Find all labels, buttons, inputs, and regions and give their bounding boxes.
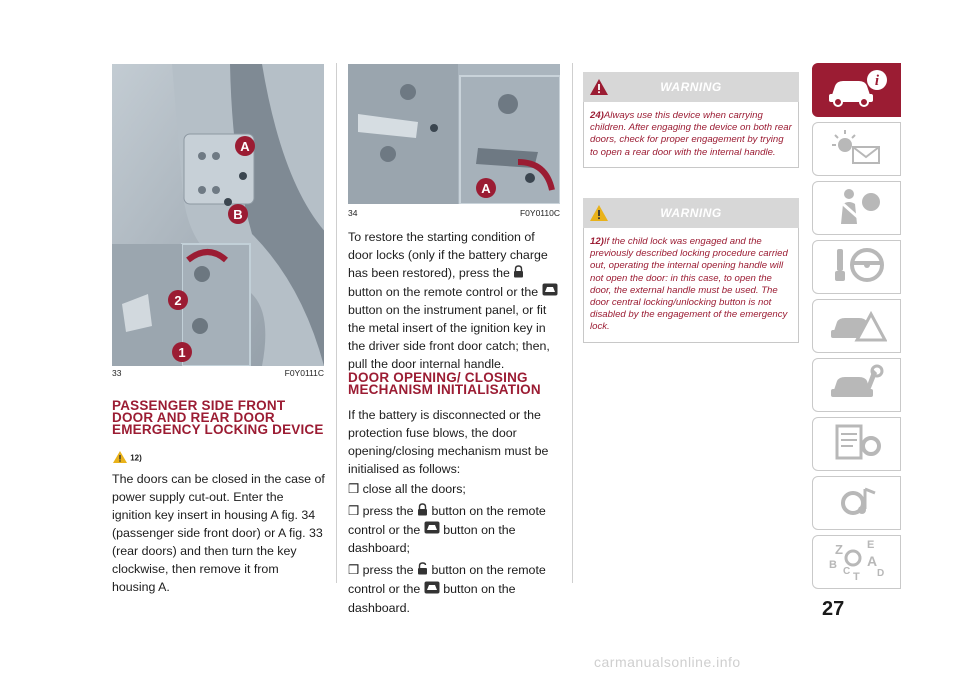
- sidebar-tab-maintenance[interactable]: [812, 358, 901, 412]
- figure-34-caption: [348, 208, 560, 218]
- warning-text: [583, 228, 799, 343]
- warning-ref: 12): [590, 236, 604, 247]
- sidebar-tab-starting[interactable]: [812, 240, 901, 294]
- figure-33-callout-1: 1: [178, 345, 186, 360]
- init-step-3-text-a: press the: [362, 563, 414, 578]
- warning-triangle-icon: [112, 450, 128, 466]
- sidebar-tab-index[interactable]: [812, 535, 901, 589]
- danger-triangle-icon: [589, 78, 609, 99]
- multimedia-icon: [827, 481, 887, 526]
- sidebar-tab-warning-lights[interactable]: [812, 122, 901, 176]
- svg-text:i: i: [874, 72, 879, 89]
- figure-33-image: [112, 64, 324, 366]
- index-letter-a: A: [866, 552, 877, 569]
- init-step-3-text-c: button on the dashboard.: [348, 582, 516, 615]
- emergency-icon: [827, 304, 887, 349]
- restore-text-b: button on the remote control or the: [348, 284, 539, 299]
- column-divider-1: [336, 63, 337, 583]
- init-list: [348, 480, 562, 617]
- sidebar-tab-car-info[interactable]: [812, 63, 901, 117]
- warning-header: [583, 72, 799, 102]
- lock-icon: [513, 265, 524, 283]
- init-step-2-text-b: button on the remote control or the: [348, 504, 546, 537]
- warning-ref: 24): [590, 110, 604, 121]
- warning-ref-12: 12): [130, 453, 142, 463]
- central-locking-icon: [424, 521, 440, 539]
- section-heading-emergency-locking: PASSENGER SIDE FRONT DOOR AND REAR DOOR EMERGENCY LOCKING DEVICE: [112, 398, 324, 437]
- checkbox-icon: ❒: [348, 482, 360, 496]
- sidebar-tab-technical-data[interactable]: [812, 417, 901, 471]
- sidebar-tab-safety[interactable]: [812, 181, 901, 235]
- central-locking-icon: [542, 283, 558, 301]
- index-letter-b: B: [828, 558, 837, 571]
- warning-body-text: Always use this device when carrying children. After engaging the device on both rear doors, check for proper engagement by trying to open a rear door with the internal handle.: [590, 110, 792, 158]
- maintenance-icon: [827, 363, 887, 408]
- init-list-item-2: [348, 502, 562, 557]
- index-letter-c: C: [842, 565, 850, 577]
- figure-34-image: [348, 64, 560, 204]
- unlock-icon: [417, 562, 428, 580]
- init-step-2-text-c: button on the dashboard;: [348, 522, 516, 556]
- figure-33-callout-b: B: [233, 207, 243, 222]
- figure-33-caption: [112, 368, 324, 378]
- lock-icon: [417, 503, 428, 521]
- sidebar-tab-multimedia[interactable]: [812, 476, 901, 530]
- index-icon: [825, 538, 889, 587]
- key-steering-icon: [827, 245, 887, 290]
- column-divider-2: [572, 63, 573, 583]
- init-list-item-1: [348, 480, 562, 498]
- warning-box-24: [583, 72, 799, 168]
- page-number: 27: [822, 598, 845, 620]
- emergency-locking-paragraph: The doors can be closed in the case of power supply cut-out. Enter the ignition key insert in housing A fig. 34 (passenger side front door) or A fig. 33 (rear doors) and then turn the key clockwise, then remove it from housing A.: [112, 472, 325, 594]
- init-step-2-text-a: press the: [362, 504, 414, 518]
- index-letter-t: T: [852, 570, 860, 582]
- section-heading-initialisation: DOOR OPENING/ CLOSING MECHANISM INITIALISATION: [348, 370, 541, 397]
- figure-34-code: F0Y0110C: [519, 208, 560, 218]
- figure-33-code: F0Y0111C: [284, 368, 324, 378]
- warning-text: [583, 102, 799, 168]
- safety-airbag-icon: [827, 186, 887, 231]
- index-letter-z: Z: [834, 541, 843, 557]
- warning-box-12: [583, 198, 799, 343]
- init-step-3-text-b: button on the remote control or the: [348, 563, 546, 597]
- figure-34-label: 34: [348, 208, 358, 218]
- checkbox-icon: ❒: [348, 504, 360, 518]
- warning-title: WARNING: [660, 80, 722, 94]
- restore-locks-paragraph: [348, 228, 562, 373]
- init-list-item-3: [348, 561, 562, 616]
- footer-watermark[interactable]: carmanualsonline.info: [594, 654, 741, 670]
- init-step-1-text: close all the doors;: [362, 482, 466, 496]
- checkbox-icon: ❒: [348, 563, 360, 578]
- warning-triangle-icon: [589, 204, 609, 225]
- figure-33-callout-2: 2: [174, 293, 182, 308]
- restore-text-a: To restore the starting condition of door locks (only if the battery charge has been restored), press the: [348, 230, 548, 280]
- index-letter-e: E: [866, 538, 874, 551]
- warning-ref-row: [112, 450, 142, 466]
- warning-title: WARNING: [660, 206, 722, 220]
- initialisation-intro: If the battery is disconnected or the protection fuse blows, the door opening/closing mechanism must be initialised as follows:: [348, 408, 549, 476]
- central-locking-icon: [424, 581, 440, 599]
- warning-lights-icon: [827, 127, 887, 172]
- index-letter-d: D: [876, 567, 884, 579]
- restore-text-c: button on the instrument panel, or fit the metal insert of the ignition key in the driver side front door catch; then, pull the door internal handle.: [348, 303, 550, 372]
- car-info-icon: [825, 68, 889, 113]
- figure-33-label: 33: [112, 368, 122, 378]
- figure-33-callout-a: A: [240, 139, 250, 154]
- warning-header: [583, 198, 799, 228]
- figure-34-callout-a: A: [481, 181, 491, 196]
- warning-body-text: If the child lock was engaged and the previously described locking procedure carried out, operating the internal opening handle will not open the door: in this case, to open the door, the external handle must be used. The door central locking/unlocking button is not disabled by the engagement of the emergency lock.: [590, 236, 788, 333]
- technical-data-icon: [827, 422, 887, 467]
- sidebar-tab-emergency[interactable]: [812, 299, 901, 353]
